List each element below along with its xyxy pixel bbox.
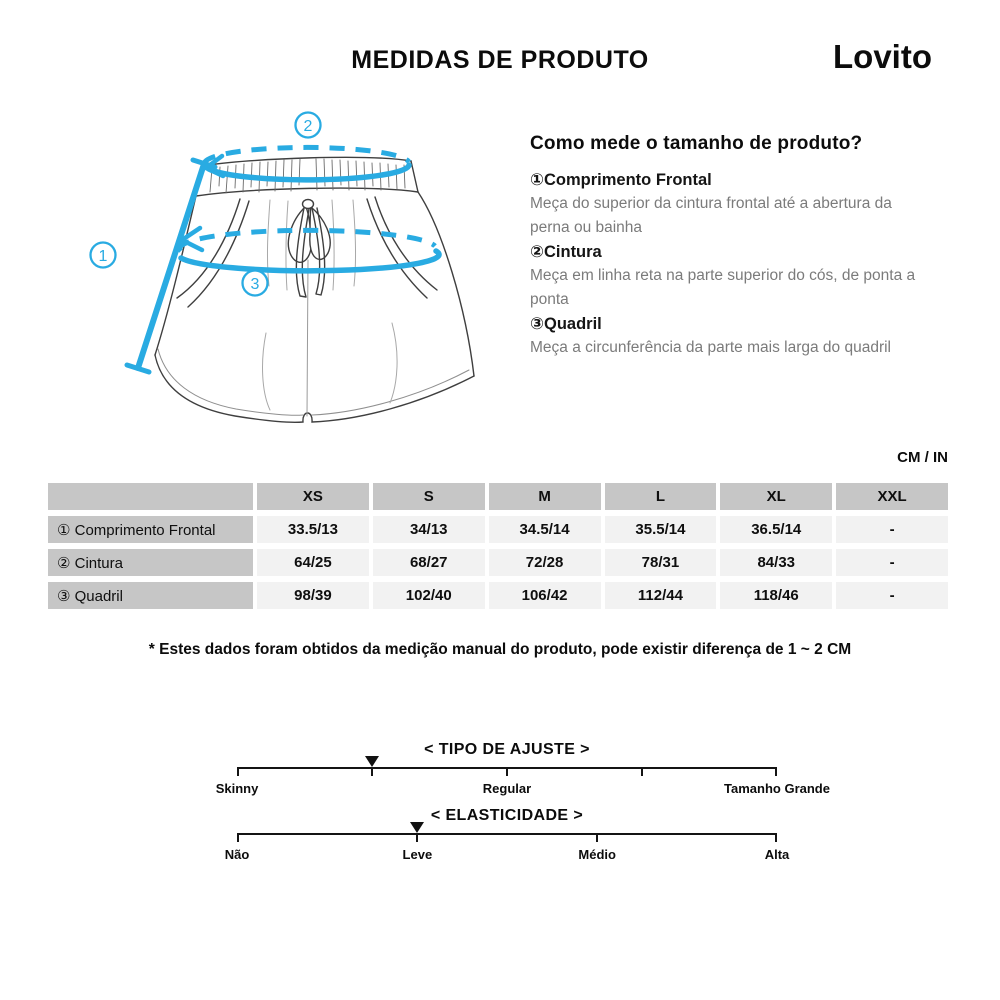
table-value: 98/39 [257,582,369,609]
right-side-seam [418,192,474,376]
elasticity-marker [410,822,424,833]
measurement-annotations [91,113,440,373]
table-value: - [836,549,948,576]
scale-tick [416,833,418,842]
column-header-s: S [373,483,485,510]
front-length-line [138,164,204,368]
scale-label: Skinny [215,781,259,796]
guide-item-1-num: ① [530,171,544,189]
scale-tick [775,833,777,842]
fit-type-track [237,767,777,769]
table-value: 35.5/14 [605,516,717,543]
table-value: 84/33 [720,549,832,576]
scale-tick [237,833,239,842]
table-value: 36.5/14 [720,516,832,543]
table-value: 64/25 [257,549,369,576]
elasticity-scale [224,807,790,863]
hem-edge [155,355,474,422]
table-value: 34.5/14 [489,516,601,543]
guide-item-3-num: ③ [530,315,544,333]
center-seam [307,260,308,416]
measurement-disclaimer: * Estes dados foram obtidos da medição manual do produto, pode existir diferença de 1 ~ 2 CM [148,641,852,658]
shorts-measurement-diagram [70,108,500,440]
table-value: 102/40 [373,582,485,609]
drawstring-bow [288,200,330,298]
guide-item-1-label: ①Comprimento Frontal [530,171,712,189]
scale-tick [237,767,239,776]
table-value: - [836,582,948,609]
page-title: MEDIDAS DE PRODUTO [351,46,649,74]
shorts-line-art [155,157,474,422]
row-label-hip: ③ Quadril [48,582,253,609]
column-header-xxl: XXL [836,483,948,510]
table-value: 118/46 [720,582,832,609]
fit-type-marker [365,756,379,767]
scale-label: Regular [482,781,532,796]
fit-type-title: < TIPO DE AJUSTE > [424,741,590,758]
scale-label: Tamanho Grande [724,781,830,796]
scale-tick [506,767,508,776]
elasticity-title: < ELASTICIDADE > [430,807,584,824]
table-corner-cell [48,483,253,510]
scale-tick [775,767,777,776]
table-value: 106/42 [489,582,601,609]
guide-item-3-desc: Meça a circunferência da parte mais larga do quadril [530,339,891,356]
row-label-front-length: ① Comprimento Frontal [48,516,253,543]
scale-tick [641,767,643,776]
hem-stitch [158,349,469,415]
measure-guide [530,133,985,361]
table-value: 34/13 [373,516,485,543]
waistband-bottom [196,188,418,196]
marker-number-1: 1 [98,248,108,265]
scale-label: Alta [764,847,790,862]
elasticity-labels [224,847,790,863]
scale-label: Não [224,847,250,862]
size-table [48,483,948,609]
guide-item-3-label: ③Quadril [530,315,602,333]
column-header-xs: XS [257,483,369,510]
table-value: 112/44 [605,582,717,609]
row-label-waist: ② Cintura [48,549,253,576]
fit-type-scale [215,741,830,797]
brand-logo: Lovito [833,38,932,75]
guide-item-2-desc: Meça em linha reta na parte superior do cós, de ponta a ponta [530,267,916,308]
guide-heading: Como mede o tamanho de produto? [530,133,863,154]
table-value: 33.5/13 [257,516,369,543]
table-value: 78/31 [605,549,717,576]
column-header-m: M [489,483,601,510]
scale-label: Médio [578,847,616,862]
unit-label: CM / IN [897,449,948,466]
column-header-l: L [605,483,717,510]
right-pocket [367,197,437,298]
scale-tick [371,767,373,776]
left-side-seam [155,196,196,355]
marker-number-3: 3 [250,276,260,293]
scale-tick [596,833,598,842]
marker-number-2: 2 [303,118,313,135]
table-value: - [836,516,948,543]
elasticity-track [237,833,777,835]
fit-type-labels [215,781,830,797]
guide-item-2-num: ② [530,243,544,261]
table-value: 68/27 [373,549,485,576]
guide-item-1-desc: Meça do superior da cintura frontal até a abertura da perna ou bainha [530,195,892,236]
scale-label: Leve [402,847,433,862]
guide-item-2-label: ②Cintura [530,243,602,261]
waist-solid-arc [209,165,409,180]
table-value: 72/28 [489,549,601,576]
column-header-xl: XL [720,483,832,510]
